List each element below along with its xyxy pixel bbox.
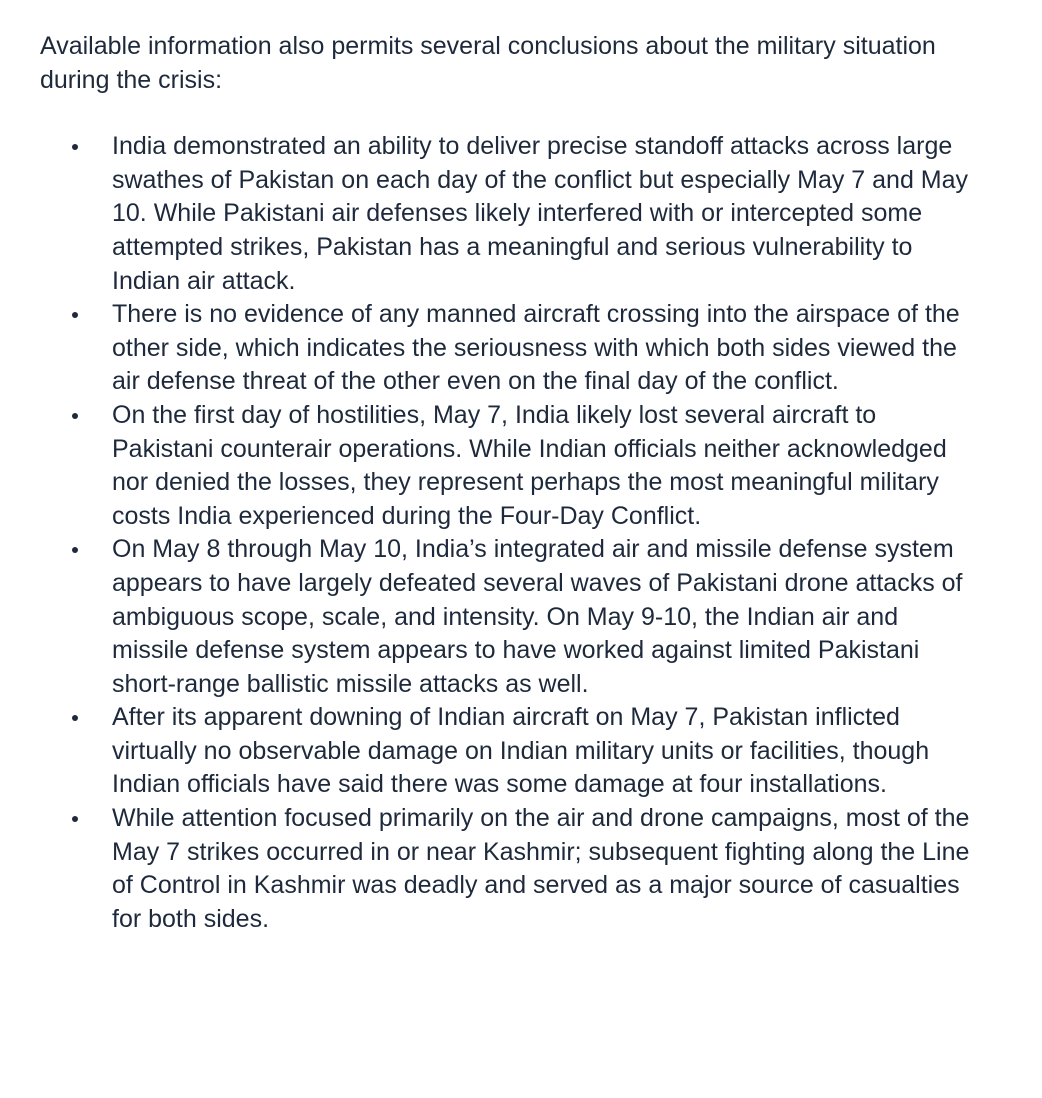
document-body [40, 30, 980, 936]
bullet-icon [72, 816, 78, 822]
list-item [40, 533, 980, 701]
list-item [40, 399, 980, 533]
list-item [40, 802, 980, 936]
list-item [40, 701, 980, 802]
list-item [40, 298, 980, 399]
list-item-text: There is no evidence of any manned aircraft crossing into the airspace of the other side, which indicates the seriousness with which both sides viewed the air defense threat of the other even on the final day of the conflict. [112, 300, 960, 396]
list-item [40, 130, 980, 298]
intro-paragraph: Available information also permits several conclusions about the military situation during the crisis: [40, 32, 936, 94]
list-item-text: India demonstrated an ability to deliver precise standoff attacks across large swathes of Pakistan on each day of the conflict but especially May 7 and May 10. While Pakistani air defenses likely interfered with or intercepted some attempted strikes, Pakistan has a meaningful and serious vulnerability to Indian air attack. [112, 132, 969, 295]
bullet-icon [72, 547, 78, 553]
bullet-icon [72, 144, 78, 150]
conclusions-list [40, 130, 980, 936]
list-item-text: After its apparent downing of Indian aircraft on May 7, Pakistan inflicted virtually no observable damage on Indian military units or facilities, though Indian officials have said there was some damage at four installations. [112, 703, 930, 799]
bullet-icon [72, 413, 78, 419]
list-item-text: On May 8 through May 10, India’s integrated air and missile defense system appears to have largely defeated several waves of Pakistani drone attacks of ambiguous scope, scale, and intensity. On May 9-10, the Indian air and missile defense system appears to have worked against limited Pakistani short-range ballistic missile attacks as well. [112, 535, 963, 698]
list-item-text: On the first day of hostilities, May 7, India likely lost several aircraft to Pakistani counterair operations. While Indian officials neither acknowledged nor denied the losses, they represent perhaps the most meaningful military costs India experienced during the Four-Day Conflict. [112, 400, 947, 530]
bullet-icon [72, 715, 78, 721]
bullet-icon [72, 312, 78, 318]
list-item-text: While attention focused primarily on the air and drone campaigns, most of the May 7 strikes occurred in or near Kashmir; subsequent fighting along the Line of Control in Kashmir was deadly and served as a major source of casualties for both sides. [112, 804, 970, 933]
